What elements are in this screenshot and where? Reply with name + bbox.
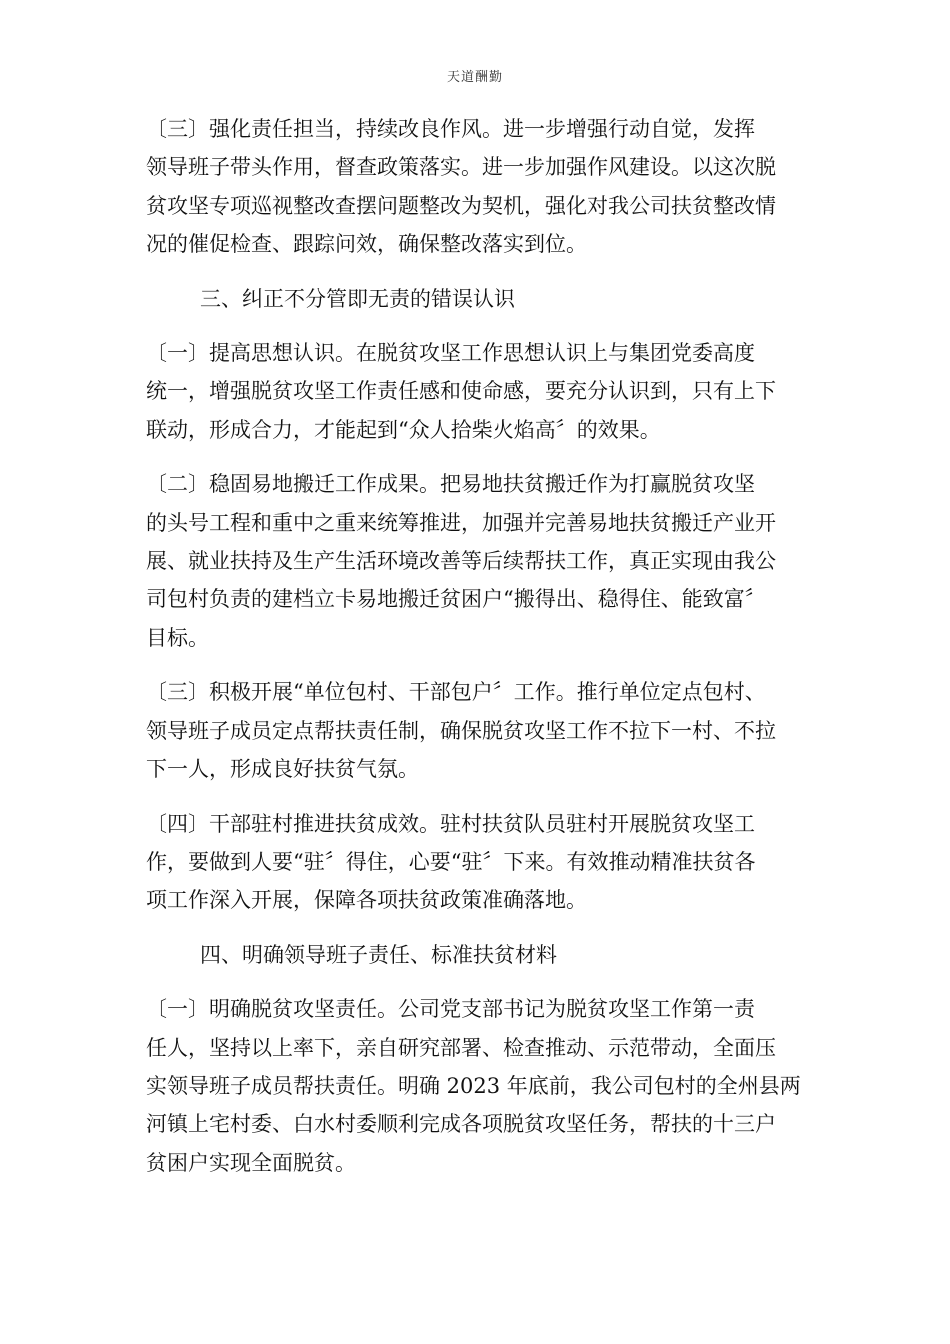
paragraph-line: 〔四〕干部驻村推进扶贫成效。驻村扶贫队员驻村开展脱贫攻坚工 — [146, 811, 755, 836]
document-body — [146, 110, 816, 1198]
paragraph-line: 任人，坚持以上率下，亲自研究部署、检查推动、示范带动，全面压 — [146, 1035, 776, 1060]
paragraph-line: 〔一〕提高思想认识。在脱贫攻坚工作思想认识上与集团党委高度 — [146, 341, 755, 366]
paragraph-line: 作，要做到人要“驻〞得住，心要“驻〞下来。有效推动精准扶贫各 — [146, 849, 756, 874]
paragraph-line: 领导班子带头作用，督查政策落实。进一步加强作风建设。以这次脱 — [146, 155, 776, 180]
paragraph — [146, 465, 816, 657]
section-heading: 三、纠正不分管即无责的错误认识 — [200, 286, 515, 311]
paragraph — [146, 990, 816, 1182]
paragraph-line: 况的催促检查、跟踪问效，确保整改落实到位。 — [146, 232, 587, 257]
paragraph-line: 联动，形成合力，才能起到“众人拾柴火焰高〞的效果。 — [146, 417, 661, 442]
paragraph-line: 目标。 — [146, 625, 209, 650]
paragraph-line: 〔一〕明确脱贫攻坚责任。公司党支部书记为脱贫攻坚工作第一责 — [146, 997, 755, 1022]
paragraph-line: 统一，增强脱贫攻坚工作责任感和使命感，要充分认识到，只有上下 — [146, 379, 776, 404]
paragraph-line: 的头号工程和重中之重来统筹推进，加强并完善易地扶贫搬迁产业开 — [146, 510, 776, 535]
paragraph-line: 贫攻坚专项巡视整改查摆问题整改为契机，强化对我公司扶贫整改情 — [146, 193, 776, 218]
paragraph — [146, 334, 816, 449]
paragraph-line: 项工作深入开展，保障各项扶贫政策准确落地。 — [146, 888, 587, 913]
paragraph-line: 河镇上宅村委、白水村委顺利完成各项脱贫攻坚任务，帮扶的十三户 — [146, 1112, 776, 1137]
section-heading: 四、明确领导班子责任、标准扶贫材料 — [200, 942, 557, 967]
paragraph — [146, 110, 816, 264]
paragraph-line: 司包村负责的建档立卡易地搬迁贫困户“搬得出、稳得住、能致富〞 — [146, 587, 766, 612]
paragraph-line: 〔三〕积极开展“单位包村、干部包户〞工作。推行单位定点包村、 — [146, 680, 766, 705]
paragraph-line: 领导班子成员定点帮扶责任制，确保脱贫攻坚工作不拉下一村、不拉 — [146, 718, 776, 743]
paragraph — [146, 805, 816, 920]
paragraph-line: 实领导班子成员帮扶责任。明确 2023 年底前，我公司包村的全州县两 — [146, 1073, 801, 1098]
page-header: 天道酬勤 — [446, 70, 503, 85]
paragraph-line: 〔二〕稳固易地搬迁工作成果。把易地扶贫搬迁作为打赢脱贫攻坚 — [146, 472, 755, 497]
paragraph-line: 下一人，形成良好扶贫气氛。 — [146, 757, 419, 782]
paragraph — [146, 673, 816, 788]
paragraph-line: 展、就业扶持及生产生活环境改善等后续帮扶工作，真正实现由我公 — [146, 549, 776, 574]
paragraph-line: 〔三〕强化责任担当，持续改良作风。进一步增强行动自觉，发挥 — [146, 117, 755, 141]
paragraph-line: 贫困户实现全面脱贫。 — [146, 1150, 356, 1175]
